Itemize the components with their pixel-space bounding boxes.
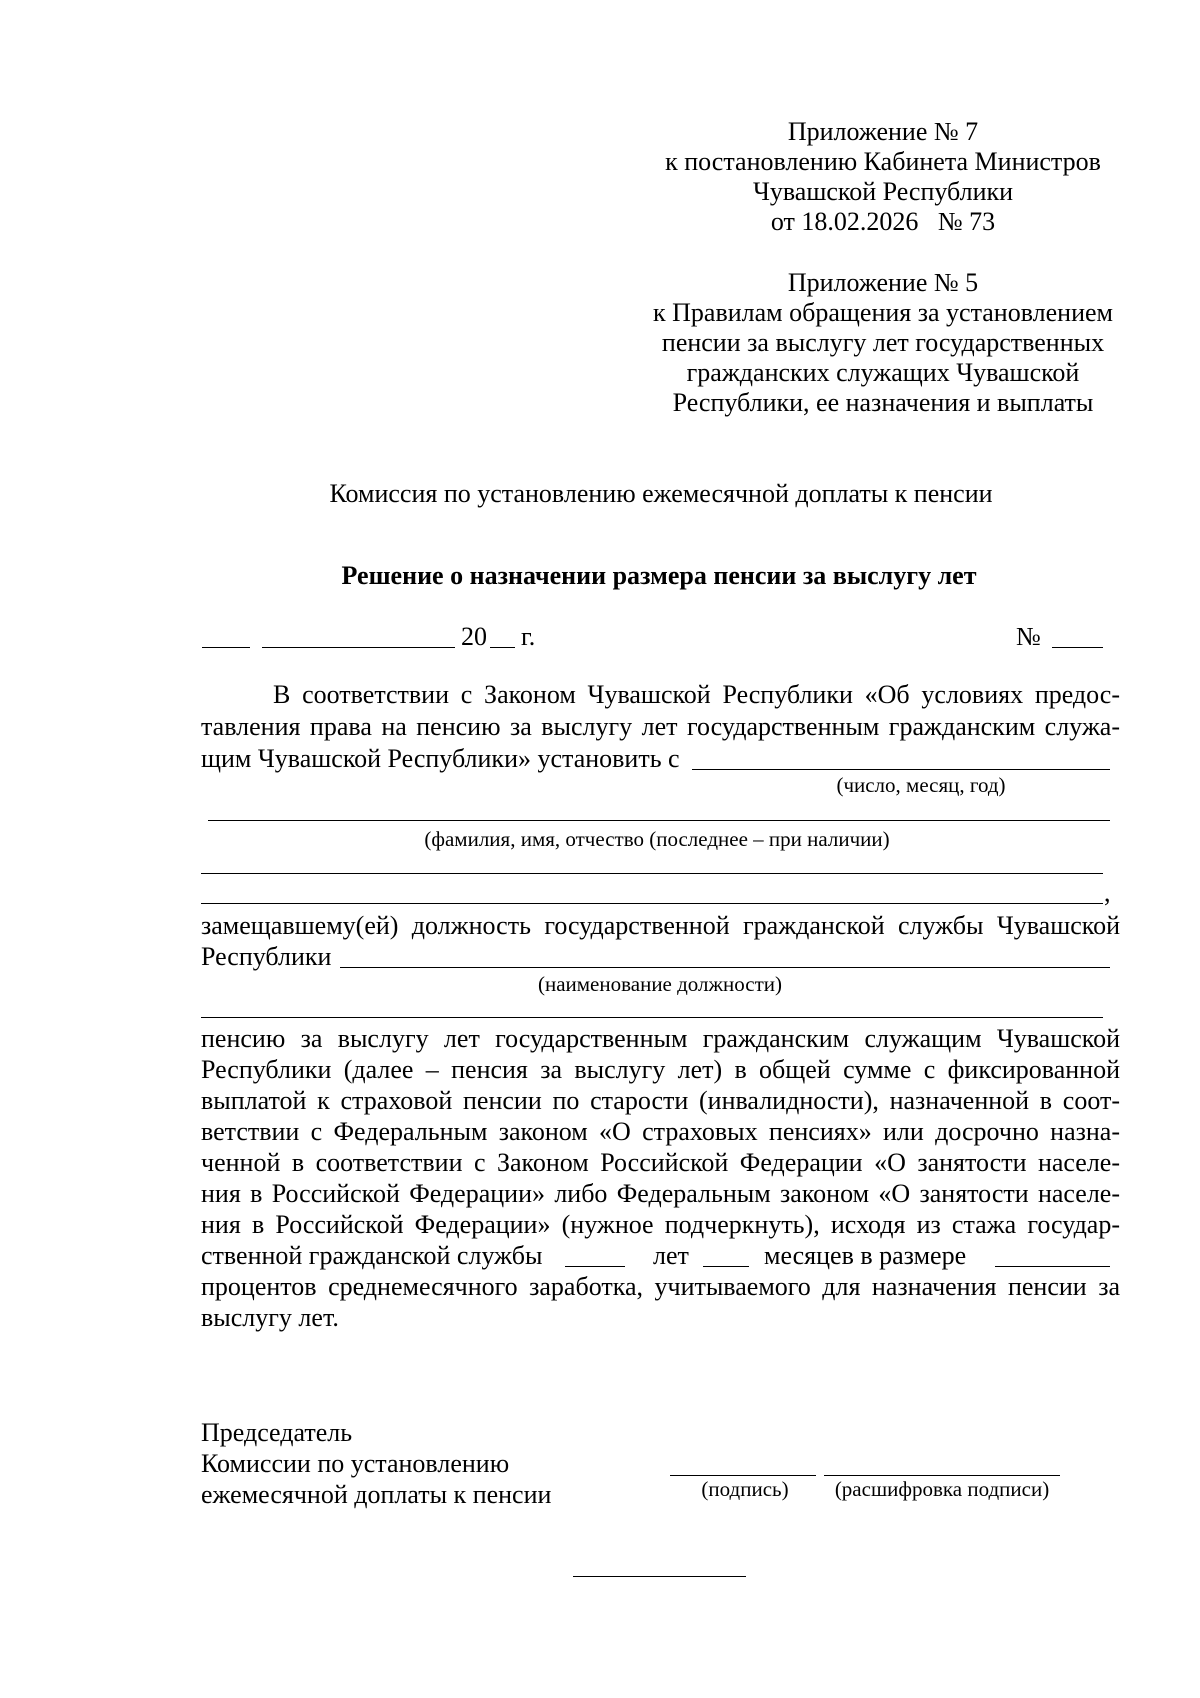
fio-blank[interactable] (208, 820, 1110, 821)
main-line2: Республики (далее – пенсия за выслугу лет) в общей сумме с фиксированной (201, 1055, 1120, 1084)
closing-divider (573, 1576, 746, 1577)
main-line4: ветствии с Федеральным законом «О страховых пенсиях» или досрочно назна- (201, 1117, 1120, 1146)
main-line5: ченной в соответствии с Законом Российской Федерации «О занятости населе- (201, 1148, 1120, 1177)
header2-line3: пенсии за выслугу лет государственных (661, 328, 1105, 357)
fio-blank-3[interactable] (201, 903, 1103, 904)
position-line1: замещавшему(ей) должность государственной гражданской службы Чувашской (201, 911, 1120, 940)
signature-line2: Комиссии по установлению (201, 1449, 510, 1478)
position-blank[interactable] (340, 967, 1110, 968)
fio-caption: (фамилия, имя, отчество (последнее – при наличии) (424, 827, 890, 851)
header1-line2: к постановлению Кабинета Министров (665, 147, 1101, 176)
main-line9: процентов среднемесячного заработка, учитываемого для назначения пенсии за (201, 1272, 1120, 1301)
header1-line4: от 18.02.2026 № 73 (770, 207, 996, 236)
stazh-years-label: лет (653, 1241, 689, 1270)
header2-line1: Приложение № 5 (787, 268, 979, 297)
intro-line3: щим Чувашской Республики» установить с (201, 744, 680, 773)
date-year-blank[interactable] (490, 647, 515, 648)
document-title: Решение о назначении размера пенсии за выслугу лет (341, 561, 977, 590)
stazh-months-label: месяцев в размере (764, 1241, 967, 1270)
date-year-suffix: г. (521, 622, 536, 651)
signature-line3: ежемесячной доплаты к пенсии (201, 1480, 552, 1509)
main-line6: ния в Российской Федерации» либо Федеральным законом «О занятости населе- (201, 1179, 1120, 1208)
position-line2: Республики (201, 942, 332, 971)
start-date-blank[interactable] (692, 769, 1110, 770)
date-year-prefix: 20 (461, 622, 487, 651)
header1-line3: Чувашской Республики (752, 177, 1014, 206)
stazh-text: ственной гражданской службы (201, 1241, 543, 1270)
number-blank[interactable] (1052, 647, 1103, 648)
main-line7: ния в Российской Федерации» (нужное подчеркнуть), исходя из стажа государ- (201, 1210, 1120, 1239)
stazh-years-blank[interactable] (565, 1266, 625, 1267)
main-line10: выслугу лет. (201, 1303, 339, 1332)
intro-line2: тавления права на пенсию за выслугу лет государственным гражданским служа- (201, 712, 1120, 741)
fio-comma: , (1104, 878, 1111, 907)
signature-decode-caption: (расшифровка подписи) (834, 1477, 1050, 1501)
number-label: № (1016, 622, 1041, 651)
header2-line5: Республики, ее назначения и выплаты (672, 388, 1094, 417)
signature-decode-blank[interactable] (824, 1475, 1060, 1476)
commission-name: Комиссия по установлению ежемесячной доплаты к пенсии (329, 479, 993, 508)
position-caption: (наименование должности) (537, 972, 783, 996)
header1-line1: Приложение № 7 (787, 117, 979, 146)
header2-line4: гражданских служащих Чувашской (686, 358, 1080, 387)
date-month-blank[interactable] (262, 647, 455, 648)
intro-line1: В соответствии с Законом Чувашской Республики «Об условиях предос- (273, 680, 1120, 709)
fio-blank-2[interactable] (201, 873, 1103, 874)
position-blank-2[interactable] (201, 1017, 1103, 1018)
header2-line2: к Правилам обращения за установлением (653, 298, 1113, 327)
main-line3: выплатой к страховой пенсии по старости (инвалидности), назначенной в соот- (201, 1086, 1120, 1115)
signature-caption: (подпись) (701, 1477, 789, 1501)
date-caption: (число, месяц, год) (836, 773, 1006, 797)
stazh-months-blank[interactable] (703, 1266, 749, 1267)
signature-blank[interactable] (670, 1475, 816, 1476)
signature-line1: Председатель (201, 1418, 353, 1447)
main-line1: пенсию за выслугу лет государственным гражданским служащим Чувашской (201, 1024, 1120, 1053)
date-day-blank[interactable] (202, 647, 250, 648)
percent-blank[interactable] (995, 1266, 1110, 1267)
